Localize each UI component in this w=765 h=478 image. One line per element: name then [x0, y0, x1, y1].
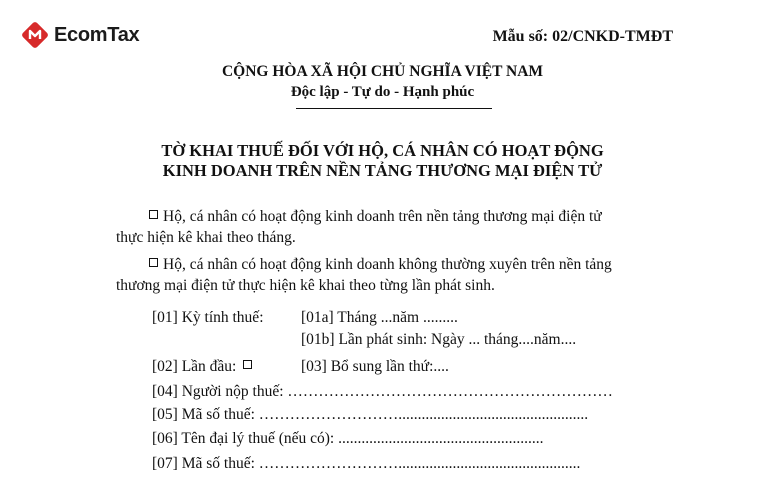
option-occasional [149, 256, 612, 274]
checkbox-first-time[interactable] [243, 360, 252, 369]
ecomtax-logo-icon [22, 22, 48, 48]
nation-header: CỘNG HÒA XÃ HỘI CHỦ NGHĨA VIỆT NAM [221, 63, 544, 80]
field-03[interactable]: [03] Bổ sung lần thứ:.... [301, 358, 449, 375]
field-01-label: [01] Kỳ tính thuế: [152, 309, 264, 326]
form-title-line2: KINH DOANH TRÊN NỀN TẢNG THƯƠNG MẠI ĐIỆN TỬ [162, 161, 603, 180]
motto-underline [296, 108, 492, 109]
form-code: Mẫu số: 02/CNKD-TMĐT [492, 28, 673, 45]
field-07[interactable]: [07] Mã số thuế: ………………………............................................... [152, 455, 581, 472]
field-06[interactable]: [06] Tên đại lý thuế (nếu có): ..................................................... [152, 430, 544, 447]
option-monthly-line2: thực hiện kê khai theo tháng. [116, 229, 296, 246]
field-05[interactable]: [05] Mã số thuế: ………………………................................................. [152, 406, 589, 423]
option-monthly [149, 208, 602, 226]
field-01a[interactable]: [01a] Tháng ...năm ......... [301, 309, 458, 326]
option-occasional-line1: Hộ, cá nhân có hoạt động kinh doanh không thường xuyên trên nền tảng [163, 256, 612, 273]
option-occasional-line2: thương mại điện tử thực hiện kê khai theo từng lần phát sinh. [116, 277, 495, 294]
motto: Độc lập - Tự do - Hạnh phúc [290, 84, 475, 100]
checkbox-occasional[interactable] [149, 258, 158, 267]
field-02 [152, 358, 257, 376]
option-monthly-line1: Hộ, cá nhân có hoạt động kinh doanh trên nền tảng thương mại điện tử [163, 208, 602, 225]
logo-text: EcomTax [54, 23, 140, 46]
field-01b[interactable]: [01b] Lần phát sinh: Ngày ... tháng....năm.... [301, 331, 577, 348]
form-title-line1: TỜ KHAI THUẾ ĐỐI VỚI HỘ, CÁ NHÂN CÓ HOẠT ĐỘNG [161, 141, 604, 160]
field-02-label: [02] Lần đầu: [152, 358, 237, 375]
ecomtax-logo [22, 20, 139, 50]
field-04[interactable]: [04] Người nộp thuế: ……………………………………………………… [152, 383, 613, 400]
checkbox-monthly[interactable] [149, 210, 158, 219]
